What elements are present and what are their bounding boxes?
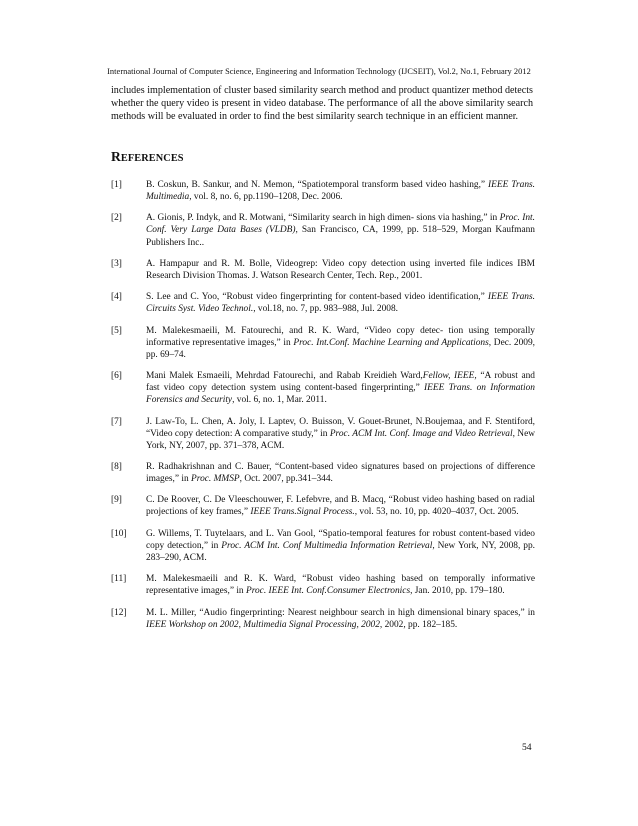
reference-number: [6] — [111, 371, 122, 382]
reference-text — [146, 179, 535, 203]
reference-text-segment: , New York, NY, 2008, pp. 283–290, ACM. — [146, 540, 536, 563]
reference-text — [146, 370, 535, 406]
reference-number: [4] — [111, 292, 122, 303]
reference-text-segment: , 2002, pp. 182–185. — [379, 619, 458, 630]
reference-number: [3] — [111, 258, 122, 269]
reference-text-segment: J. Law-To, L. Chen, A. Joly, I. Laptev, O. Buisson, V. Gouet-Brunet, N.Boujemaa, and F. Stentiford, “Video copy detection: A comparative study,” in — [146, 416, 535, 439]
reference-venue-italic: Proc. Int. Conf. Very Large Data Bases (VLDB) — [146, 213, 535, 236]
page-number: 54 — [522, 742, 532, 753]
reference-text-segment: R. Radhakrishnan and C. Bauer, “Content-based video signatures based on projections of difference images,” in — [146, 462, 535, 485]
reference-text-segment: M. Malekesmaeili, M. Fatourechi, and R. K. Ward, “Video copy detec- tion using temporally informative representative images,” in — [146, 325, 535, 348]
reference-text-segment: , vol. 6, no. 1, Mar. 2011. — [232, 395, 327, 406]
references-heading — [111, 149, 184, 165]
reference-text — [146, 573, 535, 597]
reference-venue-italic: Proc. MMSP — [191, 474, 240, 485]
reference-entry — [111, 416, 535, 452]
reference-entry — [111, 528, 535, 564]
reference-text — [146, 325, 535, 361]
reference-number: [10] — [111, 528, 127, 539]
reference-entry — [111, 179, 535, 203]
reference-text — [146, 494, 535, 518]
reference-entry — [111, 212, 535, 248]
reference-entry — [111, 258, 535, 282]
reference-entry — [111, 291, 535, 315]
reference-number: [11] — [111, 574, 127, 585]
reference-text — [146, 416, 535, 452]
reference-text-segment: M. L. Miller, “Audio fingerprinting: Nearest neighbour search in high dimensional binary spaces,” in — [146, 607, 535, 618]
reference-text — [146, 212, 535, 248]
reference-venue-italic: Proc. ACM Int. Conf. Image and Video Retrieval — [329, 428, 513, 439]
reference-text — [146, 607, 535, 631]
reference-number: [8] — [111, 462, 122, 472]
reference-venue-italic: Proc. IEEE Int. Conf.Consumer Electronics — [245, 586, 411, 597]
reference-text-segment: “A robust and fast video copy detection system using content-based fingerprinting,” — [146, 371, 535, 394]
reference-number: [2] — [111, 213, 122, 224]
reference-entry — [111, 494, 535, 518]
reference-venue-italic: IEEE Trans.Signal Process. — [250, 507, 355, 518]
reference-text-segment: S. Lee and C. Yoo, “Robust video fingerprinting for content-based video identification,” — [146, 292, 488, 303]
reference-text-segment: Mani Malek Esmaeili, Mehrdad Fatourechi, and Rabab Kreidieh Ward, — [146, 371, 423, 382]
reference-entry — [111, 461, 535, 485]
reference-text-segment: G. Willems, T. Tuytelaars, and L. Van Gool, “Spatio-temporal features for robust content-based video copy detection,” in — [146, 528, 535, 551]
reference-text-segment: A. Gionis, P. Indyk, and R. Motwani, “Similarity search in high dimen- sions via hashing,” in — [146, 213, 500, 224]
reference-entry — [111, 370, 535, 406]
reference-venue-italic: Proc. ACM Int. Conf Multimedia Information Retrieval — [221, 540, 433, 551]
reference-text-segment: , vol.18, no. 7, pp. 983–988, Jul. 2008. — [253, 304, 398, 315]
reference-text-segment: , vol. 8, no. 6, pp.1190–1208, Dec. 2006. — [189, 192, 343, 203]
reference-venue-italic: Proc. Int.Conf. Machine Learning and Applications — [293, 337, 489, 348]
reference-text-segment: M. Malekesmaeili and R. K. Ward, “Robust video hashing based on temporally informative representative images,” in — [146, 574, 535, 597]
reference-text-segment: , vol. 53, no. 10, pp. 4020–4037, Oct. 2005. — [354, 507, 519, 518]
references-heading-rest: EFERENCES — [120, 153, 184, 164]
reference-entry — [111, 573, 535, 597]
reference-number: [5] — [111, 325, 122, 336]
reference-venue-italic: IEEE Trans. Circuits Syst. Video Technol. — [146, 292, 535, 315]
reference-text — [146, 291, 535, 315]
references-heading-initial: R — [111, 149, 121, 164]
reference-number: [7] — [111, 416, 122, 427]
reference-number: [1] — [111, 180, 122, 190]
reference-list — [111, 179, 535, 640]
reference-text-segment: , Dec. 2009, pp. 69–74. — [146, 337, 536, 360]
reference-number: [12] — [111, 607, 127, 618]
reference-text — [146, 528, 535, 564]
reference-entry — [111, 607, 535, 631]
reference-text-segment: B. Coskun, B. Sankur, and N. Memon, “Spatiotemporal transform based video hashing,” — [146, 180, 489, 190]
reference-venue-italic: IEEE Workshop on 2002, Multimedia Signal Processing, 2002 — [146, 619, 380, 630]
intro-paragraph: includes implementation of cluster based similarity search method and product quantizer method detects whether the query video is present in video database. The performance of all the above similarity search methods will be evaluated in order to find the best similarity search technique in an efficient manner. — [111, 85, 533, 123]
reference-text-segment: , Jan. 2010, pp. 179–180. — [410, 586, 505, 597]
journal-running-header: International Journal of Computer Science, Engineering and Information Technology (IJCSEIT), Vol.2, No.1, February 2012 — [107, 67, 531, 76]
reference-venue-italic: IEEE Trans. on Information Forensics and Security — [146, 383, 535, 406]
reference-venue-italic: Fellow, IEEE, — [422, 371, 477, 382]
reference-venue-italic: IEEE Trans. Multimedia — [146, 180, 535, 203]
reference-text-segment: C. De Roover, C. De Vleeschouwer, F. Lefebvre, and B. Macq, “Robust video hashing based on radial projections of key frames,” — [146, 495, 535, 518]
reference-entry — [111, 325, 535, 361]
reference-text-segment: , San Francisco, CA, 1999, pp. 518–529, Morgan Kaufmann Publishers Inc.. — [146, 225, 535, 248]
reference-text — [146, 258, 535, 282]
reference-number: [9] — [111, 495, 122, 506]
reference-text-segment: , Oct. 2007, pp.341–344. — [239, 474, 333, 485]
reference-text — [146, 461, 535, 485]
reference-text-segment: A. Hampapur and R. M. Bolle, Videogrep: Video copy detection using inverted file indices IBM Research Division Thomas. J. Watson Research Center, Tech. Rep., 2001. — [146, 258, 535, 281]
reference-text-segment: , New York, NY, 2007, pp. 371–378, ACM. — [146, 428, 536, 451]
